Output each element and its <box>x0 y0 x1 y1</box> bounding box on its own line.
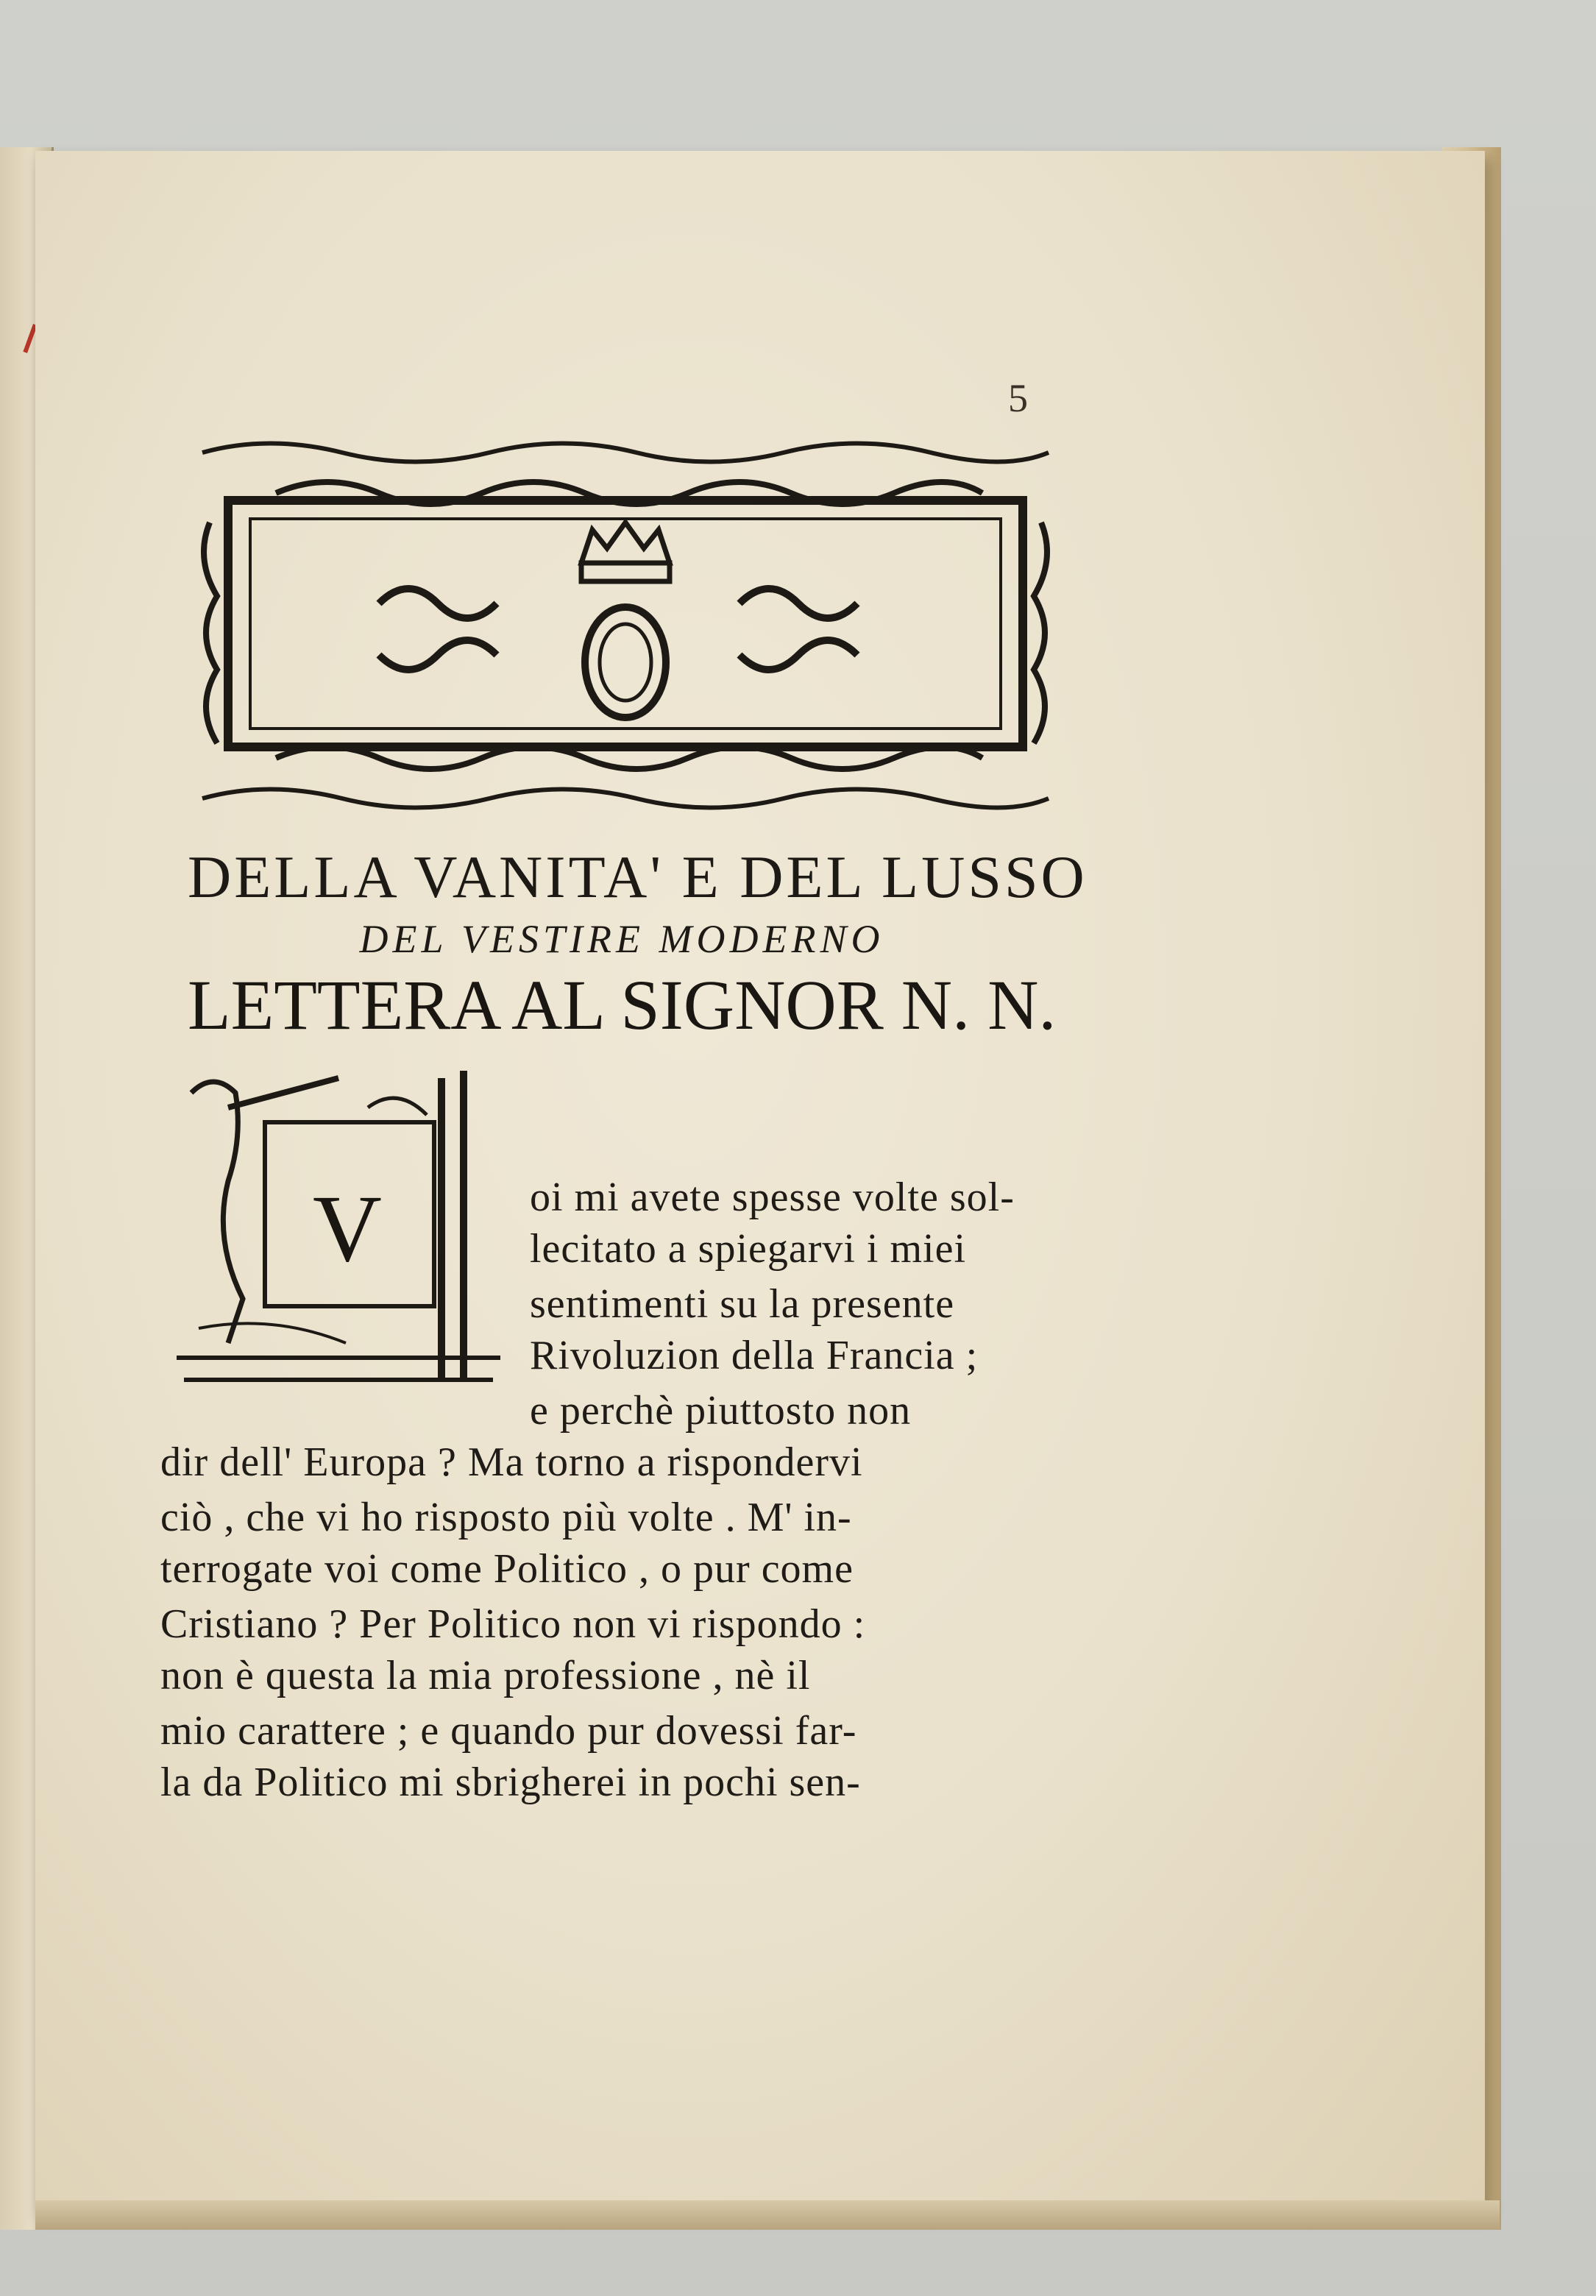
drop-cap-initial: V <box>313 1176 382 1282</box>
body-line: lecitato a spiegarvi i miei <box>530 1226 967 1272</box>
body-line: sentimenti su la presente <box>530 1281 955 1327</box>
body-line: Cristiano ? Per Politico non vi rispondo : <box>160 1601 866 1647</box>
body-line: oi mi avete spesse volte sol- <box>530 1174 1015 1220</box>
body-line: Rivoluzion della Francia ; <box>530 1333 979 1378</box>
title-line-2: DEL VESTIRE MODERNO <box>359 917 884 961</box>
body-line: mio carattere ; e quando pur dovessi far- <box>160 1708 857 1754</box>
body-line: dir dell' Europa ? Ma torno a rispondervi <box>160 1439 863 1485</box>
body-line: terrogate voi come Politico , o pur come <box>160 1546 854 1592</box>
body-line: ciò , che vi ho risposto più volte . M' in- <box>160 1495 852 1540</box>
body-line: la da Politico mi sbrigherei in pochi sen- <box>160 1760 861 1805</box>
page-bottom-edge <box>35 2200 1500 2230</box>
ornamental-headpiece <box>180 412 1071 824</box>
title-line-3: LETTERA AL SIGNOR N. N. <box>188 965 1057 1044</box>
title-line-1: DELLA VANITA' E DEL LUSSO <box>188 843 1088 910</box>
page-number: 5 <box>1008 376 1028 420</box>
body-line: e perchè piuttosto non <box>530 1388 912 1434</box>
body-line: non è questa la mia professione , nè il <box>160 1653 811 1698</box>
